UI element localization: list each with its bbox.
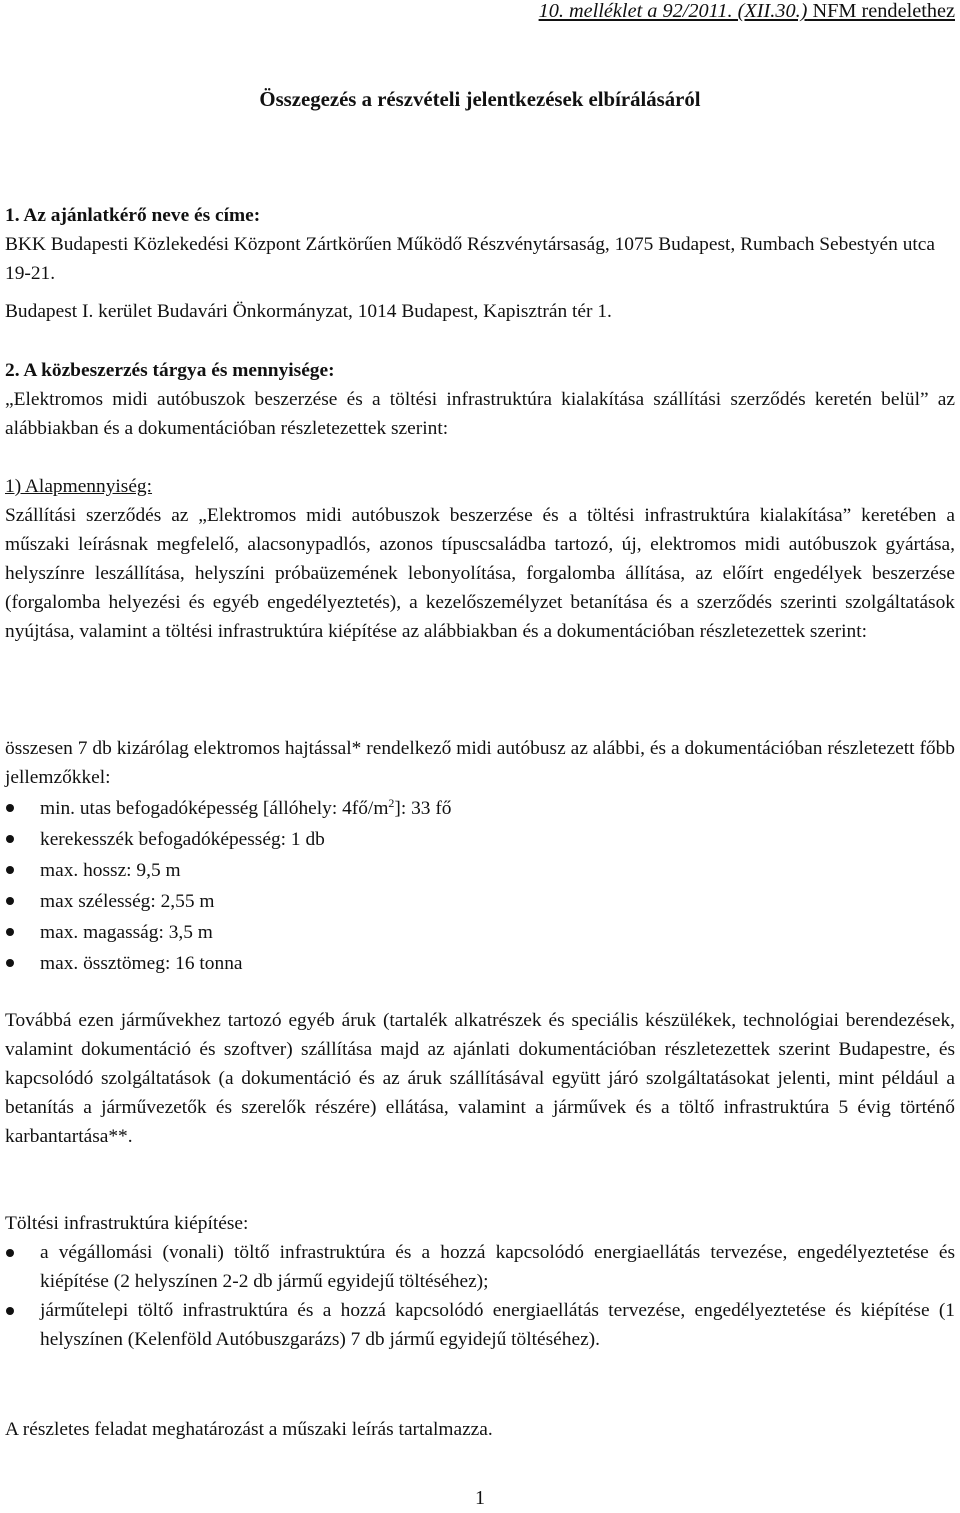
page-number: 1 bbox=[475, 1487, 485, 1509]
closing-block bbox=[5, 1415, 955, 1444]
total-quantity-text: összesen 7 db kizárólag elektromos hajtással* rendelkező midi autóbusz az alábbi, és a dokumentációban részletezett főbb jellemzőkkel: bbox=[5, 738, 955, 788]
charging-item: járműtelepi töltő infrastruktúra és a hozzá kapcsolódó energiaellátás tervezése, engedélyeztetése és kiépítése (1 helyszínen (Kelenföld Autóbuszgarázs) 7 db jármű egyidejű töltéséhez). bbox=[5, 1296, 955, 1354]
contracting-authority-2: Budapest I. kerület Budavári Önkormányzat, 1014 Budapest, Kapisztrán tér 1. bbox=[5, 301, 612, 322]
section-2 bbox=[5, 356, 955, 443]
charging-infrastructure-list bbox=[5, 1238, 955, 1354]
charging-infrastructure-label: Töltési infrastruktúra kiépítése: bbox=[5, 1213, 249, 1234]
procurement-subject: „Elektromos midi autóbuszok beszerzése és a töltési infrastruktúra kialakítása szállítási szerződés keretén belül” az alábbiakban és a dokumentációban részletezettek szerint: bbox=[5, 389, 955, 439]
specification-item: max. hossz: 9,5 m bbox=[5, 855, 955, 886]
total-quantity-block bbox=[5, 734, 955, 792]
specifications-block bbox=[5, 793, 955, 979]
further-goods-text: Továbbá ezen járművekhez tartozó egyéb áruk (tartalék alkatrészek és speciális készülékek, technológiai berendezések, valamint dokumentáció és szoftver) szállítása majd az ajánlati dokumentációban részletezettek szerint Budapestre, és kapcsolódó szolgáltatások (a dokumentáció és az áruk szállításával együtt járó szolgáltatásokat jelenti, mint például a betanítás a járművezetők és szerelők részére) ellátása, valamint a járművek és a töltő infrastruktúra 5 évig történő karbantartása**. bbox=[5, 1010, 955, 1147]
document-title: Összegezés a részvételi jelentkezések elbírálásáról bbox=[259, 88, 701, 111]
specification-item: min. utas befogadóképesség [állóhely: $4fő/m^2$]: 33 fő bbox=[5, 793, 955, 824]
charging-infrastructure-block bbox=[5, 1209, 955, 1354]
contracting-authority-1: BKK Budapesti Közlekedési Központ Zártkörűen Működő Részvénytársaság, 1075 Budapest, Rumbach Sebestyén utca 19-21. bbox=[5, 234, 936, 284]
specification-item: max. össztömeg: 16 tonna bbox=[5, 948, 955, 979]
legal-reference-rest: NFM rendelethez bbox=[807, 0, 955, 22]
base-quantity-block bbox=[5, 472, 955, 646]
specification-item: max szélesség: 2,55 m bbox=[5, 886, 955, 917]
specifications-list bbox=[5, 793, 955, 979]
legal-reference-italic: 10. melléklet a 92/2011. (XII.30.) bbox=[538, 0, 808, 22]
specification-item: max. magasság: 3,5 m bbox=[5, 917, 955, 948]
section-1-heading: 1. Az ajánlatkérő neve és címe: bbox=[5, 205, 261, 226]
closing-text: A részletes feladat meghatározást a műszaki leírás tartalmazza. bbox=[5, 1419, 493, 1440]
section-2-heading: 2. A közbeszerzés tárgya és mennyisége: bbox=[5, 360, 335, 381]
specification-item: kerekesszék befogadóképesség: 1 db bbox=[5, 824, 955, 855]
further-goods-block bbox=[5, 1006, 955, 1151]
charging-item: a végállomási (vonali) töltő infrastruktúra és a hozzá kapcsolódó energiaellátás tervezése, engedélyeztetése és kiépítése (2 helyszínen 2-2 db jármű egyidejű töltéséhez); bbox=[5, 1238, 955, 1296]
base-quantity-description: Szállítási szerződés az „Elektromos midi autóbuszok beszerzése és a töltési infrastruktúra kialakítása” keretében a műszaki leírásnak megfelelő, alacsonypadlós, azonos típuscsaládba tartozó, új, elektromos midi autóbuszok gyártása, helyszínre leszállítása, helyszíni próbaüzemének lebonyolítása, forgalomba állítása, az előírt engedélyek beszerzése (forgalomba helyezési és egyéb engedélyeztetés), a kezelőszemélyzet betanítása és a szerződés szerinti szolgáltatások nyújtása, valamint a töltési infrastruktúra kiépítése az alábbiakban és a dokumentációban részletezettek szerint: bbox=[5, 505, 955, 642]
base-quantity-label: 1) Alapmennyiség: bbox=[5, 476, 153, 497]
section-1 bbox=[5, 201, 955, 326]
legal-reference-header bbox=[539, 0, 955, 26]
